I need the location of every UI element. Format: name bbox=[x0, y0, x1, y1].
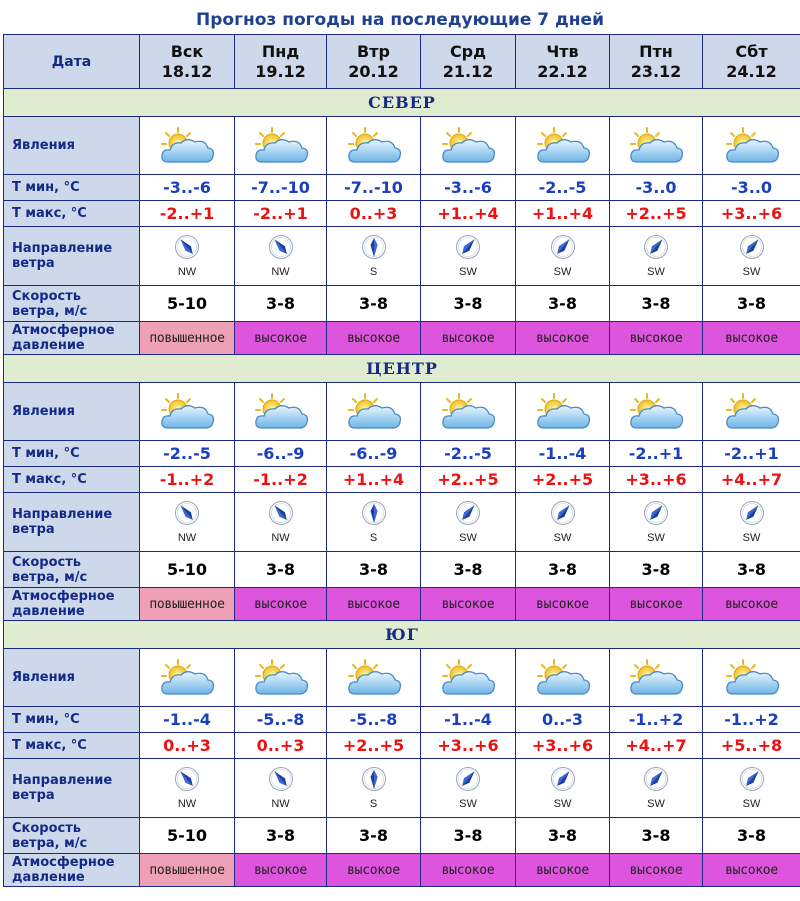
pressure-cell: высокое bbox=[421, 854, 516, 887]
tmax-cell: +1..+4 bbox=[516, 201, 610, 227]
wind-direction-text: S bbox=[369, 532, 378, 544]
partly-cloudy-icon bbox=[610, 383, 703, 441]
compass-arrow-icon bbox=[739, 500, 765, 531]
wind-direction-cell bbox=[140, 227, 235, 286]
wind-compass bbox=[235, 766, 326, 810]
day-date: 21.12 bbox=[442, 61, 494, 81]
tmax-cell: 0..+3 bbox=[140, 733, 235, 759]
pressure-cell: высокое bbox=[235, 588, 327, 621]
tmin-cell: -1..-4 bbox=[140, 707, 235, 733]
compass-arrow-icon bbox=[643, 500, 669, 531]
day-name: Пнд bbox=[261, 41, 300, 61]
tmax-cell: +1..+4 bbox=[421, 201, 516, 227]
partly-cloudy-icon bbox=[516, 383, 610, 441]
wind-speed-cell: 5-10 bbox=[140, 552, 235, 588]
row-label-phenomena: Явления bbox=[4, 649, 140, 707]
phenomena-row bbox=[4, 117, 800, 175]
partly-cloudy-icon bbox=[140, 383, 235, 441]
wind-compass bbox=[235, 234, 326, 278]
tmax-cell: +2..+5 bbox=[610, 201, 703, 227]
row-label-wind-direction bbox=[4, 493, 140, 552]
label-line: давление bbox=[12, 338, 85, 353]
tmin-cell: -3..0 bbox=[703, 175, 800, 201]
wind-compass bbox=[516, 234, 609, 278]
row-label-tmin: Т мин, °С bbox=[4, 707, 140, 733]
day-name: Сбт bbox=[735, 41, 768, 61]
label-line: Скорость bbox=[12, 288, 81, 304]
wind-direction-row bbox=[4, 759, 800, 818]
day-header bbox=[327, 35, 421, 89]
wind-compass bbox=[140, 234, 234, 278]
partly-cloudy-icon bbox=[235, 383, 327, 441]
tmin-cell: -1..+2 bbox=[703, 707, 800, 733]
tmin-cell: -7..-10 bbox=[235, 175, 327, 201]
day-date: 19.12 bbox=[255, 61, 306, 81]
wind-direction-cell bbox=[516, 493, 610, 552]
partly-cloudy-icon bbox=[421, 117, 516, 175]
wind-compass bbox=[327, 766, 420, 810]
tmin-cell: -7..-10 bbox=[327, 175, 421, 201]
tmin-cell: -1..-4 bbox=[421, 707, 516, 733]
wind-speed-cell: 3-8 bbox=[421, 552, 516, 588]
compass-arrow-icon bbox=[174, 500, 200, 531]
partly-cloudy-icon bbox=[516, 117, 610, 175]
pressure-row bbox=[4, 854, 800, 887]
wind-compass bbox=[703, 234, 800, 278]
label-line: Скорость bbox=[12, 554, 81, 570]
wind-compass bbox=[703, 766, 800, 810]
compass-arrow-icon bbox=[268, 766, 294, 797]
label-line: Атмосферное bbox=[12, 589, 115, 604]
row-label-wind-speed bbox=[4, 552, 140, 588]
tmax-cell: 0..+3 bbox=[327, 201, 421, 227]
wind-compass bbox=[610, 234, 702, 278]
row-label-tmax: Т макс, °С bbox=[4, 733, 140, 759]
region-header-row bbox=[4, 621, 800, 649]
wind-speed-cell: 3-8 bbox=[421, 818, 516, 854]
wind-direction-cell bbox=[327, 493, 421, 552]
tmin-cell: -1..+2 bbox=[610, 707, 703, 733]
wind-speed-cell: 3-8 bbox=[235, 286, 327, 322]
partly-cloudy-icon bbox=[327, 117, 421, 175]
tmin-cell: -5..-8 bbox=[327, 707, 421, 733]
wind-direction-text: SW bbox=[459, 798, 477, 810]
wind-compass bbox=[327, 500, 420, 544]
wind-direction-text: NW bbox=[177, 532, 197, 544]
pressure-cell: высокое bbox=[610, 854, 703, 887]
wind-speed-row bbox=[4, 552, 800, 588]
day-header bbox=[516, 35, 610, 89]
tmax-cell: -2..+1 bbox=[235, 201, 327, 227]
label-line: ветра, м/с bbox=[12, 835, 88, 851]
wind-direction-cell bbox=[516, 227, 610, 286]
wind-direction-cell bbox=[235, 493, 327, 552]
wind-direction-text: SW bbox=[553, 532, 572, 544]
phenomena-row bbox=[4, 383, 800, 441]
wind-speed-cell: 3-8 bbox=[516, 552, 610, 588]
wind-direction-text: SW bbox=[553, 798, 572, 810]
compass-arrow-icon bbox=[455, 500, 481, 531]
partly-cloudy-icon bbox=[421, 383, 516, 441]
wind-direction-text: SW bbox=[647, 798, 665, 810]
wind-compass bbox=[516, 500, 609, 544]
tmax-cell: -1..+2 bbox=[140, 467, 235, 493]
wind-direction-text: SW bbox=[742, 798, 761, 810]
pressure-cell: высокое bbox=[516, 588, 610, 621]
tmax-cell: +3..+6 bbox=[703, 201, 800, 227]
day-date: 18.12 bbox=[161, 61, 213, 81]
pressure-cell: высокое bbox=[703, 588, 800, 621]
compass-arrow-icon bbox=[455, 234, 481, 265]
partly-cloudy-icon bbox=[235, 117, 327, 175]
tmax-cell: +2..+5 bbox=[327, 733, 421, 759]
wind-speed-cell: 3-8 bbox=[516, 286, 610, 322]
pressure-cell: высокое bbox=[327, 322, 421, 355]
region-header-row bbox=[4, 355, 800, 383]
wind-compass bbox=[421, 234, 515, 278]
partly-cloudy-icon bbox=[235, 649, 327, 707]
tmax-cell: +3..+6 bbox=[516, 733, 610, 759]
region-header-row bbox=[4, 89, 800, 117]
tmax-row bbox=[4, 467, 800, 493]
wind-speed-cell: 3-8 bbox=[610, 286, 703, 322]
tmax-cell: +3..+6 bbox=[421, 733, 516, 759]
label-line: Атмосферное bbox=[12, 323, 115, 338]
label-line: ветра bbox=[12, 788, 55, 803]
pressure-cell: высокое bbox=[235, 854, 327, 887]
compass-arrow-icon bbox=[455, 766, 481, 797]
wind-compass bbox=[140, 500, 234, 544]
tmin-cell: -3..0 bbox=[610, 175, 703, 201]
wind-compass bbox=[516, 766, 609, 810]
tmin-cell: -6..-9 bbox=[235, 441, 327, 467]
wind-compass bbox=[327, 234, 420, 278]
day-date: 23.12 bbox=[630, 61, 682, 81]
wind-direction-cell bbox=[421, 759, 516, 818]
pressure-row bbox=[4, 322, 800, 355]
wind-direction-cell bbox=[327, 759, 421, 818]
wind-direction-cell bbox=[140, 759, 235, 818]
pressure-cell: высокое bbox=[421, 322, 516, 355]
pressure-cell: повышенное bbox=[140, 322, 235, 355]
compass-arrow-icon bbox=[550, 766, 576, 797]
wind-direction-text: NW bbox=[271, 266, 290, 278]
wind-speed-cell: 3-8 bbox=[610, 818, 703, 854]
wind-direction-cell bbox=[703, 227, 800, 286]
compass-arrow-icon bbox=[550, 234, 576, 265]
label-line: давление bbox=[12, 870, 85, 885]
wind-direction-text: NW bbox=[177, 266, 197, 278]
wind-direction-cell bbox=[610, 759, 703, 818]
row-label-wind-direction bbox=[4, 227, 140, 286]
partly-cloudy-icon bbox=[703, 649, 800, 707]
label-line: ветра bbox=[12, 256, 55, 271]
partly-cloudy-icon bbox=[610, 649, 703, 707]
pressure-cell: высокое bbox=[703, 854, 800, 887]
wind-speed-cell: 3-8 bbox=[327, 818, 421, 854]
wind-speed-cell: 3-8 bbox=[610, 552, 703, 588]
day-header bbox=[703, 35, 800, 89]
label-line: ветра, м/с bbox=[12, 303, 88, 319]
compass-arrow-icon bbox=[643, 766, 669, 797]
partly-cloudy-icon bbox=[327, 649, 421, 707]
wind-direction-text: SW bbox=[742, 266, 761, 278]
tmax-row bbox=[4, 733, 800, 759]
wind-direction-text: SW bbox=[647, 532, 665, 544]
compass-arrow-icon bbox=[174, 234, 200, 265]
tmin-cell: -5..-8 bbox=[235, 707, 327, 733]
day-name: Чтв bbox=[546, 41, 579, 61]
tmax-cell: +3..+6 bbox=[610, 467, 703, 493]
tmin-cell: -2..+1 bbox=[703, 441, 800, 467]
pressure-cell: повышенное bbox=[140, 588, 235, 621]
row-label-tmax: Т макс, °С bbox=[4, 467, 140, 493]
wind-direction-text: SW bbox=[742, 532, 761, 544]
region-title: СЕВЕР bbox=[4, 89, 800, 117]
pressure-cell: высокое bbox=[610, 322, 703, 355]
tmin-cell: -2..-5 bbox=[421, 441, 516, 467]
wind-direction-row bbox=[4, 227, 800, 286]
tmax-cell: +5..+8 bbox=[703, 733, 800, 759]
label-line: ветра bbox=[12, 522, 55, 537]
wind-direction-row bbox=[4, 493, 800, 552]
wind-direction-text: S bbox=[369, 798, 378, 810]
wind-direction-cell bbox=[610, 227, 703, 286]
wind-speed-row bbox=[4, 286, 800, 322]
label-line: Направление bbox=[12, 773, 113, 788]
row-label-tmin: Т мин, °С bbox=[4, 441, 140, 467]
day-header bbox=[140, 35, 235, 89]
wind-speed-cell: 3-8 bbox=[703, 286, 800, 322]
partly-cloudy-icon bbox=[610, 117, 703, 175]
page-title: Прогноз погоды на последующие 7 дней bbox=[196, 10, 604, 30]
wind-direction-text: S bbox=[369, 266, 378, 278]
wind-direction-cell bbox=[610, 493, 703, 552]
partly-cloudy-icon bbox=[421, 649, 516, 707]
day-name: Втр bbox=[357, 41, 390, 61]
region-title: ЦЕНТР bbox=[4, 355, 800, 383]
pressure-cell: высокое bbox=[516, 854, 610, 887]
day-date: 22.12 bbox=[537, 61, 588, 81]
tmax-cell: +2..+5 bbox=[421, 467, 516, 493]
tmax-cell: +4..+7 bbox=[703, 467, 800, 493]
compass-arrow-icon bbox=[174, 766, 200, 797]
day-name: Вск bbox=[170, 41, 204, 61]
region-title: ЮГ bbox=[4, 621, 800, 649]
tmax-cell: -1..+2 bbox=[235, 467, 327, 493]
pressure-cell: высокое bbox=[610, 588, 703, 621]
wind-speed-cell: 3-8 bbox=[703, 552, 800, 588]
partly-cloudy-icon bbox=[516, 649, 610, 707]
pressure-cell: высокое bbox=[327, 588, 421, 621]
wind-compass bbox=[703, 500, 800, 544]
row-label-pressure bbox=[4, 854, 140, 887]
pressure-cell: высокое bbox=[421, 588, 516, 621]
wind-compass bbox=[610, 500, 702, 544]
wind-direction-cell bbox=[516, 759, 610, 818]
wind-direction-text: SW bbox=[647, 266, 665, 278]
tmin-cell: 0..-3 bbox=[516, 707, 610, 733]
row-label-phenomena: Явления bbox=[4, 117, 140, 175]
pressure-cell: высокое bbox=[516, 322, 610, 355]
phenomena-row bbox=[4, 649, 800, 707]
label-line: давление bbox=[12, 604, 85, 619]
tmin-cell: -6..-9 bbox=[327, 441, 421, 467]
wind-speed-cell: 5-10 bbox=[140, 818, 235, 854]
wind-direction-cell bbox=[421, 227, 516, 286]
partly-cloudy-icon bbox=[140, 117, 235, 175]
day-date: 20.12 bbox=[348, 61, 399, 81]
tmin-row bbox=[4, 707, 800, 733]
header-row bbox=[4, 35, 800, 89]
partly-cloudy-icon bbox=[703, 383, 800, 441]
wind-speed-cell: 3-8 bbox=[235, 818, 327, 854]
wind-speed-cell: 3-8 bbox=[235, 552, 327, 588]
tmin-cell: -1..-4 bbox=[516, 441, 610, 467]
wind-direction-text: SW bbox=[459, 266, 477, 278]
day-header bbox=[235, 35, 327, 89]
tmin-cell: -2..-5 bbox=[140, 441, 235, 467]
wind-speed-cell: 3-8 bbox=[421, 286, 516, 322]
compass-arrow-icon bbox=[739, 766, 765, 797]
wind-direction-cell bbox=[327, 227, 421, 286]
wind-speed-cell: 3-8 bbox=[327, 552, 421, 588]
wind-direction-cell bbox=[235, 227, 327, 286]
tmin-cell: -2..-5 bbox=[516, 175, 610, 201]
wind-direction-text: NW bbox=[271, 532, 290, 544]
day-name: Птн bbox=[639, 41, 673, 61]
compass-arrow-icon bbox=[739, 234, 765, 265]
wind-speed-cell: 3-8 bbox=[327, 286, 421, 322]
row-label-tmin: Т мин, °С bbox=[4, 175, 140, 201]
row-label-pressure bbox=[4, 322, 140, 355]
tmin-cell: -3..-6 bbox=[421, 175, 516, 201]
wind-compass bbox=[421, 766, 515, 810]
pressure-row bbox=[4, 588, 800, 621]
label-line: Направление bbox=[12, 241, 113, 256]
partly-cloudy-icon bbox=[703, 117, 800, 175]
compass-arrow-icon bbox=[268, 234, 294, 265]
compass-arrow-icon bbox=[361, 500, 387, 531]
wind-speed-row bbox=[4, 818, 800, 854]
wind-direction-text: SW bbox=[459, 532, 477, 544]
date-header: Дата bbox=[4, 35, 140, 89]
label-line: Скорость bbox=[12, 820, 81, 836]
tmax-row bbox=[4, 201, 800, 227]
tmax-cell: +2..+5 bbox=[516, 467, 610, 493]
row-label-wind-direction bbox=[4, 759, 140, 818]
tmin-cell: -3..-6 bbox=[140, 175, 235, 201]
row-label-phenomena: Явления bbox=[4, 383, 140, 441]
wind-direction-text: NW bbox=[271, 798, 290, 810]
row-label-wind-speed bbox=[4, 818, 140, 854]
tmax-cell: +1..+4 bbox=[327, 467, 421, 493]
tmax-cell: -2..+1 bbox=[140, 201, 235, 227]
wind-speed-cell: 5-10 bbox=[140, 286, 235, 322]
wind-compass bbox=[421, 500, 515, 544]
compass-arrow-icon bbox=[268, 500, 294, 531]
day-date: 24.12 bbox=[726, 61, 777, 81]
row-label-wind-speed bbox=[4, 286, 140, 322]
tmin-row bbox=[4, 175, 800, 201]
label-line: Направление bbox=[12, 507, 113, 522]
tmin-row bbox=[4, 441, 800, 467]
wind-direction-cell bbox=[703, 493, 800, 552]
wind-direction-cell bbox=[140, 493, 235, 552]
tmin-cell: -2..+1 bbox=[610, 441, 703, 467]
wind-compass bbox=[140, 766, 234, 810]
wind-direction-cell bbox=[703, 759, 800, 818]
row-label-tmax: Т макс, °С bbox=[4, 201, 140, 227]
wind-direction-text: SW bbox=[553, 266, 572, 278]
wind-speed-cell: 3-8 bbox=[516, 818, 610, 854]
forecast-table bbox=[3, 34, 800, 887]
partly-cloudy-icon bbox=[327, 383, 421, 441]
compass-arrow-icon bbox=[361, 234, 387, 265]
label-line: Атмосферное bbox=[12, 855, 115, 870]
compass-arrow-icon bbox=[643, 234, 669, 265]
day-header bbox=[610, 35, 703, 89]
day-name: Срд bbox=[449, 41, 487, 61]
wind-direction-cell bbox=[235, 759, 327, 818]
compass-arrow-icon bbox=[550, 500, 576, 531]
tmax-cell: +4..+7 bbox=[610, 733, 703, 759]
wind-speed-cell: 3-8 bbox=[703, 818, 800, 854]
pressure-cell: высокое bbox=[703, 322, 800, 355]
wind-direction-text: NW bbox=[177, 798, 197, 810]
wind-direction-cell bbox=[421, 493, 516, 552]
tmax-cell: 0..+3 bbox=[235, 733, 327, 759]
pressure-cell: высокое bbox=[327, 854, 421, 887]
pressure-cell: повышенное bbox=[140, 854, 235, 887]
wind-compass bbox=[610, 766, 702, 810]
day-header bbox=[421, 35, 516, 89]
label-line: ветра, м/с bbox=[12, 569, 88, 585]
pressure-cell: высокое bbox=[235, 322, 327, 355]
wind-compass bbox=[235, 500, 326, 544]
partly-cloudy-icon bbox=[140, 649, 235, 707]
row-label-pressure bbox=[4, 588, 140, 621]
compass-arrow-icon bbox=[361, 766, 387, 797]
